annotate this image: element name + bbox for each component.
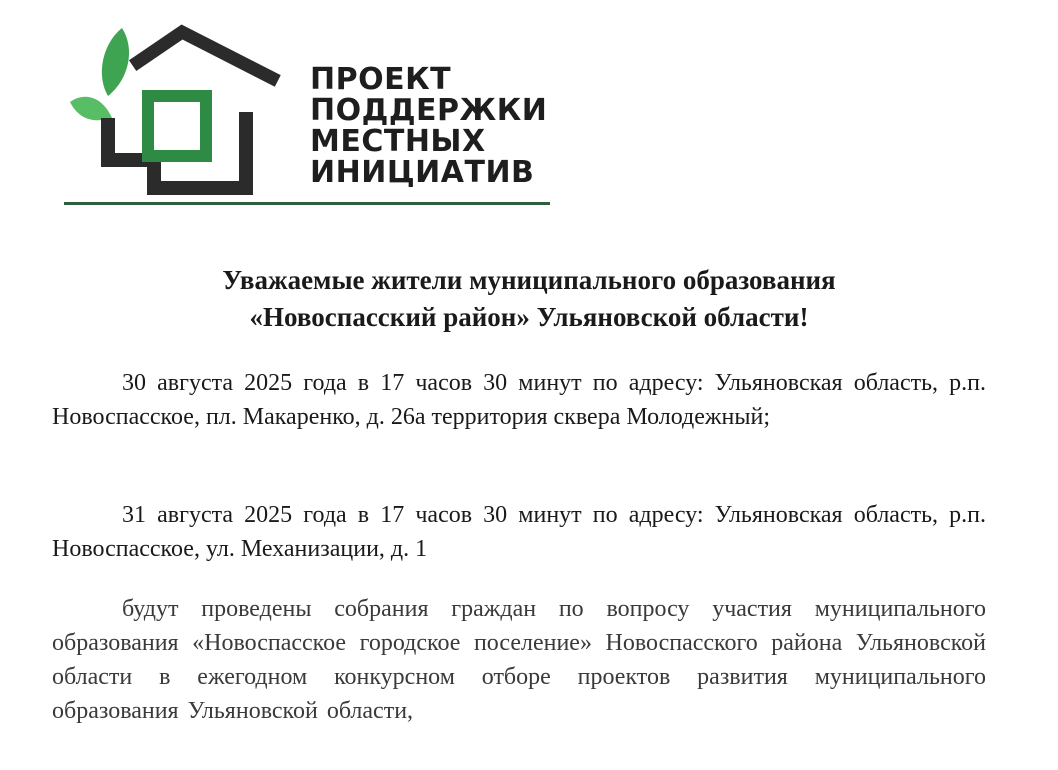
logo-divider (64, 202, 550, 205)
meeting-2-text: 31 августа 2025 года в 17 часов 30 минут по адресу: Ульяновская область, р.п. Новоспасское, ул. Механизации, д. 1 (52, 502, 986, 562)
logo-line-3: МЕСТНЫХ (310, 124, 486, 159)
logo-line-1: ПРОЕКТ (310, 62, 452, 97)
purpose-paragraph (52, 592, 986, 728)
logo-line-2: ПОДДЕРЖКИ (310, 93, 548, 128)
window-square-icon (148, 96, 206, 156)
logo-wordmark (310, 64, 547, 188)
small-leaf-icon (70, 97, 112, 120)
meeting-1-text: 30 августа 2025 года в 17 часов 30 минут по адресу: Ульяновская область, р.п. Новоспасское, пл. Макаренко, д. 26а территория сквера Молодежный; (52, 370, 986, 430)
logo (62, 22, 552, 208)
house-roof-icon (138, 32, 272, 78)
logo-line-4: ИНИЦИАТИВ (310, 155, 535, 190)
house-leaf-emblem-icon (62, 22, 312, 208)
meeting-1-paragraph (52, 366, 986, 434)
meeting-2-paragraph (52, 498, 986, 566)
purpose-text: будут проведены собрания граждан по вопросу участия муниципального образования «Новоспасское городское поселение» Новоспасского района Ульяновской области в ежегодном конкурсном отборе проектов развития муниципального образования Ульяновской области, (52, 596, 986, 724)
tall-leaf-icon (102, 28, 129, 96)
heading-line-2: «Новоспасский район» Ульяновской области! (249, 302, 809, 332)
heading-line-1: Уважаемые жители муниципального образования (222, 265, 836, 295)
notice-heading (60, 262, 998, 336)
